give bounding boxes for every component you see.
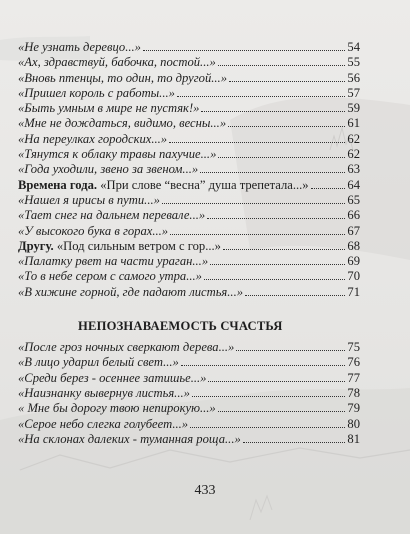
toc-entry: «Палатку рвет на части ураган...» 69 <box>18 254 360 269</box>
toc-entry-bold-title: Другу. <box>18 238 54 253</box>
toc-entry: «Тянутся к облаку травы пахучие...» 62 <box>18 147 360 162</box>
toc-entry: «На склонах далеких - туманная роща...» 81 <box>18 431 360 446</box>
toc-entry-title: «Под сильным ветром с гор...» <box>56 238 221 253</box>
toc-entry: «То в небе сером с самого утра...» 70 <box>18 269 360 284</box>
page-number: 433 <box>194 483 216 498</box>
toc-entry: «Нашел я ирисы в пути...» 65 <box>18 192 360 207</box>
section-title: НЕПОЗНАВАЕМОСТЬ СЧАСТЬЯ <box>78 319 283 334</box>
toc-entry: «В хижине горной, где падают листья...» 71 <box>18 284 360 299</box>
toc-entry: «Пришел король с работы...» 57 <box>18 85 360 100</box>
toc-entry: «У высокого бука в горах...» 67 <box>18 223 360 238</box>
toc-entry: «Ах, здравствуй, бабочка, постой...» 55 <box>18 55 360 70</box>
toc-entry: «Не узнать деревцо...» 54 <box>18 40 360 54</box>
toc-entry: «Среди берез - осеннее затишье...» 77 <box>18 370 360 385</box>
toc-entry: «Года уходили, звено за звеном...» 63 <box>18 162 360 177</box>
toc-entry: «Быть умным в мире не пустяк!» 59 <box>18 101 360 116</box>
toc-entry: «После гроз ночных сверкают дерева...» 75 <box>18 340 360 355</box>
toc-entry: « Мне бы дорогу твою непирокую...» 79 <box>18 401 360 416</box>
toc-entry-friend: Другу. «Под сильным ветром с гор...» 68 <box>18 238 360 253</box>
table-of-contents <box>18 40 360 447</box>
toc-entry-bold-title: Времена года. <box>18 177 98 192</box>
toc-entry: «В лицо ударил белый свет...» 76 <box>18 355 360 370</box>
toc-entry: «Тает снег на дальнем перевале...» 66 <box>18 208 360 223</box>
toc-entry-title: «При слове “весна” душа трепетала...» <box>100 177 309 192</box>
toc-entry: «Вновь птенцы, то один, то другой...» 56 <box>18 70 360 85</box>
toc-entry: «Серое небо слегка голубеет...» 80 <box>18 416 360 431</box>
toc-entry: «На переулках городских...» 62 <box>18 131 360 146</box>
toc-entry-seasons: Времена года. «При слове “весна” душа трепетала...» 64 <box>18 177 360 192</box>
toc-entry: «Наизнанку вывернув листья...» 78 <box>18 385 360 400</box>
toc-entry: «Мне не дождаться, видимо, весны...» 61 <box>18 116 360 131</box>
